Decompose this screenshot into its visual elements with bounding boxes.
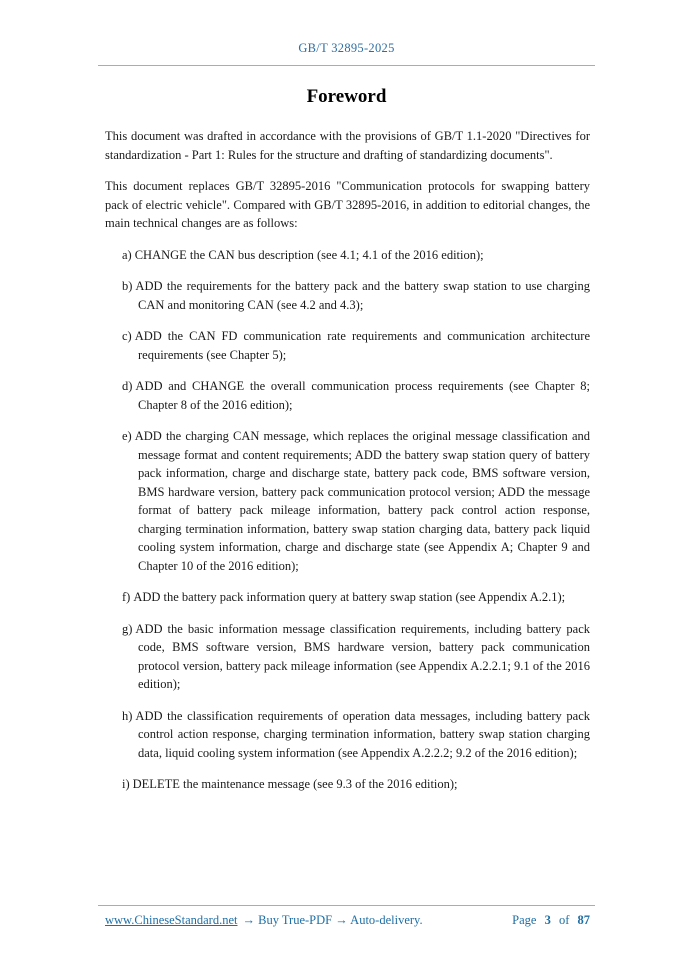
change-item-b-label: b) bbox=[122, 279, 133, 293]
change-item-e bbox=[122, 427, 590, 575]
change-item-f-text: ADD the battery pack information query at battery swap station (see Appendix A.2.1); bbox=[133, 590, 566, 604]
foreword-body bbox=[105, 127, 590, 807]
change-item-f bbox=[122, 588, 590, 607]
page-total: 87 bbox=[577, 913, 590, 927]
change-item-b bbox=[122, 277, 590, 314]
change-item-i-label: i) bbox=[122, 777, 130, 791]
change-item-g-label: g) bbox=[122, 621, 133, 636]
change-item-d bbox=[122, 377, 590, 414]
change-item-c-text: ADD the CAN FD communication rate requirements and communication architecture requirements (see Chapter 5); bbox=[134, 329, 590, 362]
page-number-indicator bbox=[512, 913, 590, 928]
change-item-g bbox=[122, 620, 590, 694]
change-item-f-label: f) bbox=[122, 590, 131, 604]
change-item-i-text: DELETE the maintenance message (see 9.3 of the 2016 edition); bbox=[132, 777, 458, 791]
change-item-g-text: ADD the basic information message classification requirements, including battery pack code, BMS software version, BMS hardware version, battery pack communication protocol version, battery pack mileage information (see Appendix A.2.2.1; 9.1 of the 2016 edition); bbox=[135, 621, 590, 691]
technical-changes-list bbox=[105, 246, 590, 794]
change-item-e-text: ADD the charging CAN message, which replaces the original message classification and message format and content requirements; ADD the battery swap station query of battery pack information, charge and discharge state, battery pack code, BMS software version, BMS hardware version, battery pack communication protocol version; ADD the message format of battery pack mileage information, battery pack control action response, charging termination information, battery swap station charging data, battery pack liquid cooling system information, charge and discharge state (see Appendix A; Chapter 9 and Chapter 10 of the 2016 edition); bbox=[134, 429, 590, 573]
change-item-a-text: CHANGE the CAN bus description (see 4.1; 4.1 of the 2016 edition); bbox=[134, 247, 484, 262]
change-item-h-label: h) bbox=[122, 708, 133, 723]
footer-source bbox=[105, 913, 423, 928]
paragraph-replacement-notice: This document replaces GB/T 32895-2016 "Communication protocols for swapping battery pack of electric vehicle". Compared with GB/T 32895-2016, in addition to editorial changes, the main technical changes are as follows: bbox=[105, 179, 590, 230]
paragraph-drafting-basis: This document was drafted in accordance with the provisions of GB/T 1.1-2020 "Directives for standardization - Part 1: Rules for the structure and drafting of standardizing documents". bbox=[105, 129, 590, 162]
change-item-a-label: a) bbox=[122, 247, 132, 262]
footer-rule bbox=[98, 905, 595, 906]
change-item-h-text: ADD the classification requirements of operation data messages, including battery pack control action response, charging termination information, battery swap station charging data, liquid cooling system information (see Appendix A.2.2.2; 9.2 of the 2016 edition); bbox=[135, 708, 590, 760]
of-label: of bbox=[558, 913, 570, 927]
change-item-i bbox=[122, 775, 590, 794]
page-footer bbox=[105, 913, 590, 928]
site-link[interactable]: www.ChineseStandard.net bbox=[105, 913, 238, 927]
change-item-c-label: c) bbox=[122, 329, 132, 343]
page-title: Foreword bbox=[306, 86, 387, 107]
change-item-b-text: ADD the requirements for the battery pack and the battery swap station to use charging CAN and monitoring CAN (see 4.2 and 4.3); bbox=[135, 279, 590, 312]
header-rule bbox=[98, 65, 595, 66]
change-item-c bbox=[122, 327, 590, 364]
footer-tagline: → Buy True-PDF → Auto-delivery. bbox=[242, 913, 423, 927]
change-item-d-text: ADD and CHANGE the overall communication process requirements (see Chapter 8; Chapter 8 of the 2016 edition); bbox=[135, 379, 590, 412]
change-item-a bbox=[122, 246, 590, 265]
page-current: 3 bbox=[544, 913, 551, 927]
change-item-h bbox=[122, 707, 590, 763]
change-item-d-label: d) bbox=[122, 379, 133, 393]
change-item-e-label: e) bbox=[122, 429, 132, 443]
page-label: Page bbox=[512, 913, 537, 927]
running-header-standard-code: GB/T 32895-2025 bbox=[298, 41, 395, 55]
